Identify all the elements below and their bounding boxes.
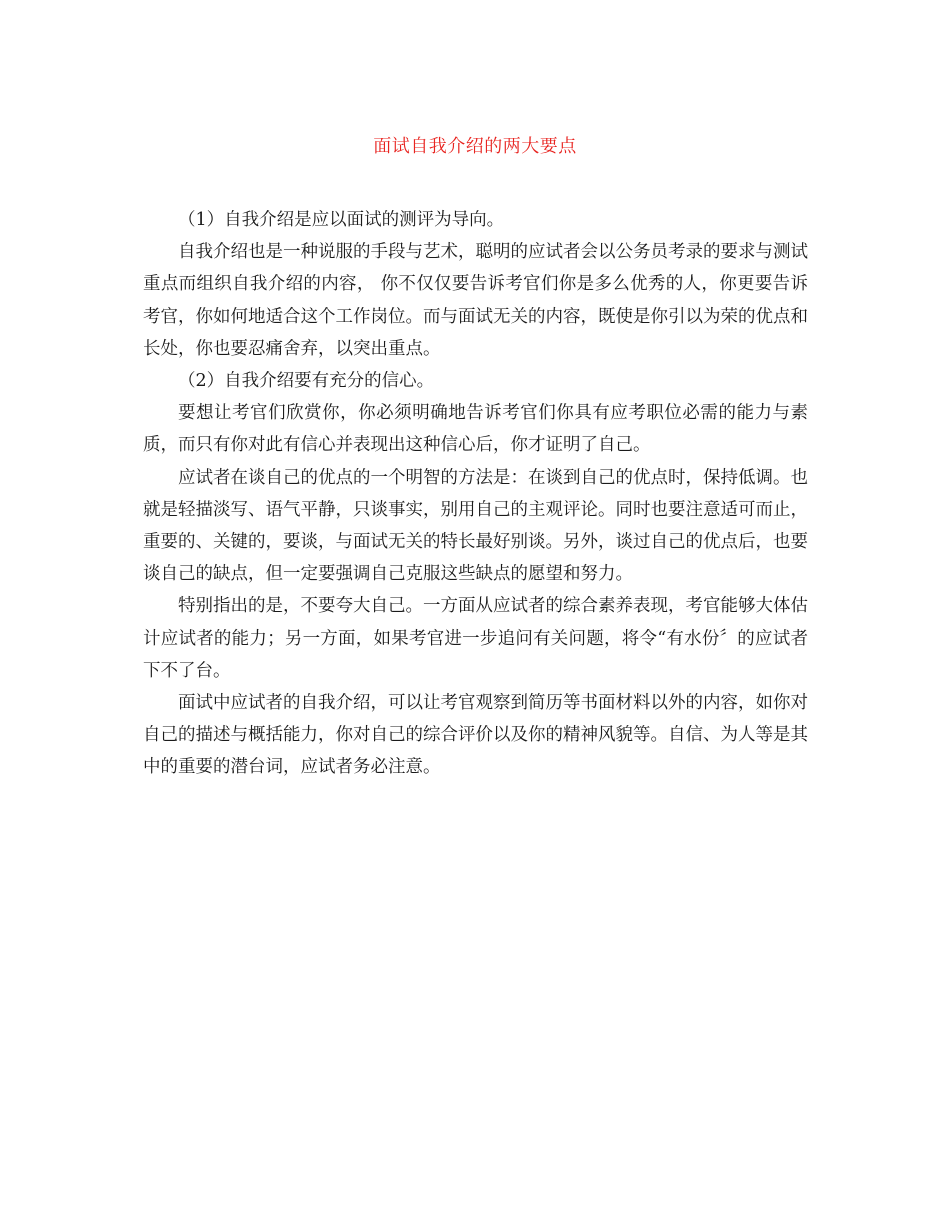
paragraph: 应试者在谈自己的优点的一个明智的方法是：在谈到自己的优点时，保持低调。也就是轻描淡写、语气平静，只谈事实，别用自己的主观评论。同时也要注意适可而止，重要的、关键的，要谈，与面试无关的特长最好别谈。另外，谈过自己的优点后，也要谈自己的缺点，但一定要强调自己克服这些缺点的愿望和努力。: [143, 467, 808, 585]
paragraph: 要想让考官们欣赏你，你必须明确地告诉考官们你具有应考职位必需的能力与素质，而只有你对此有信心并表现出这种信心后，你才证明了自己。: [143, 403, 808, 456]
document-title: 面试自我介绍的两大要点: [373, 136, 577, 157]
paragraph: 自我介绍也是一种说服的手段与艺术，聪明的应试者会以公务员考录的要求与测试重点而组织自我介绍的内容， 你不仅仅要告诉考官们你是多么优秀的人，你更要告诉考官，你如何地适合这个工作岗位。而与面试无关的内容，既使是你引以为荣的优点和长处，你也要忍痛舍弃，以突出重点。: [143, 242, 808, 359]
document-body: [143, 204, 808, 784]
section-heading-2: （2）自我介绍要有充分的信心。: [178, 371, 435, 392]
paragraph: 面试中应试者的自我介绍，可以让考官观察到简历等书面材料以外的内容，如你对自己的描述与概括能力，你对自己的综合评价以及你的精神风貌等。自信、为人等是其中的重要的潜台词，应试者务必注意。: [143, 693, 808, 778]
section-heading-1: （1）自我介绍是应以面试的测评为导向。: [178, 210, 505, 230]
paragraph: 特别指出的是，不要夸大自己。一方面从应试者的综合素养表现，考官能够大体估计应试者的能力；另一方面，如果考官进一步追问有关问题，将令“有水份〞的应试者下不了台。: [143, 596, 808, 681]
